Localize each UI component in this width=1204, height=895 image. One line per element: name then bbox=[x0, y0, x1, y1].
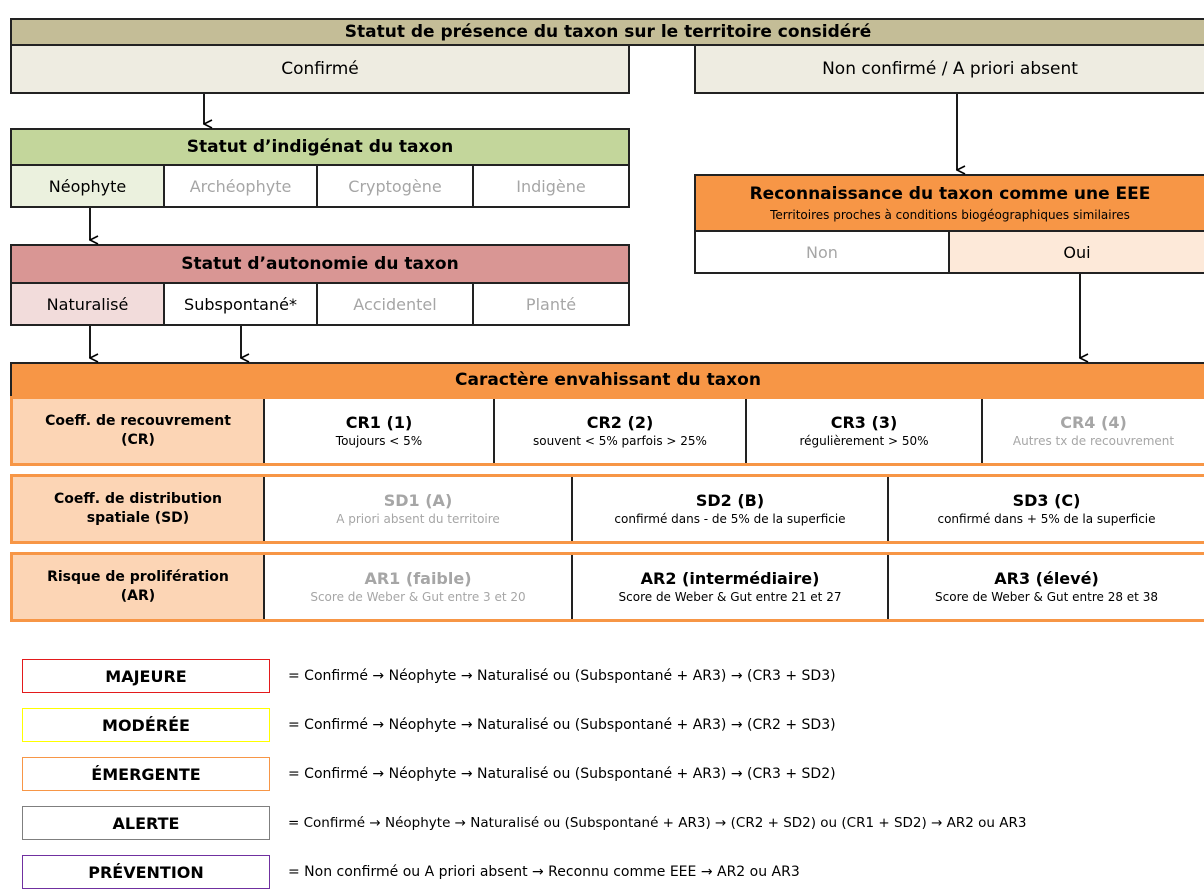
presence-not-confirmed: Non confirmé / A priori absent bbox=[694, 44, 1204, 94]
sd-item-1: SD1 (A) A priori absent du territoire bbox=[265, 477, 573, 541]
legend-box-prevention: PRÉVENTION bbox=[22, 855, 270, 889]
indigenat-option-archeophyte: Archéophyte bbox=[163, 164, 318, 208]
eee-title: Reconnaissance du taxon comme une EEE bbox=[749, 184, 1151, 204]
ar-label: Risque de prolifération (AR) bbox=[13, 555, 265, 619]
legend-box-moderee: MODÉRÉE bbox=[22, 708, 270, 742]
indigenat-option-cryptogene: Cryptogène bbox=[316, 164, 474, 208]
cr-item-4: CR4 (4) Autres tx de recouvrement bbox=[1012, 412, 1175, 448]
sd-item-3: SD3 (C) confirmé dans + 5% de la superficie bbox=[937, 490, 1156, 526]
legend-rule-prevention: = Non confirmé ou A priori absent → Reconnu comme EEE → AR2 ou AR3 bbox=[288, 864, 800, 880]
autonomie-option-subspontane: Subspontané* bbox=[163, 282, 318, 326]
eee-subtitle: Territoires proches à conditions biogéographiques similaires bbox=[770, 208, 1130, 222]
presence-confirmed: Confirmé bbox=[10, 44, 630, 94]
cr-item-1: CR1 (1) Toujours < 5% bbox=[265, 399, 495, 463]
legend-box-emergente: ÉMERGENTE bbox=[22, 757, 270, 791]
presence-title: Statut de présence du taxon sur le territoire considéré bbox=[10, 18, 1204, 46]
cr-label: Coeff. de recouvrement (CR) bbox=[13, 399, 265, 463]
autonomie-option-accidentel: Accidentel bbox=[316, 282, 474, 326]
legend-rule-majeure: = Confirmé → Néophyte → Naturalisé ou (Subspontané + AR3) → (CR3 + SD3) bbox=[288, 668, 836, 684]
legend-rule-alerte: = Confirmé → Néophyte → Naturalisé ou (Subspontané + AR3) → (CR2 + SD2) ou (CR1 + SD2) → AR2 ou AR3 bbox=[288, 815, 1027, 831]
indigenat-title: Statut d’indigénat du taxon bbox=[10, 128, 630, 166]
legend-box-alerte: ALERTE bbox=[22, 806, 270, 840]
eee-option-oui: Oui bbox=[948, 230, 1204, 274]
indigenat-option-indigene: Indigène bbox=[472, 164, 630, 208]
indigenat-option-neophyte: Néophyte bbox=[10, 164, 165, 208]
ar-item-2: AR2 (intermédiaire) Score de Weber & Gut entre 21 et 27 bbox=[573, 555, 889, 619]
envahissant-title: Caractère envahissant du taxon bbox=[10, 362, 1204, 398]
autonomie-option-plante: Planté bbox=[472, 282, 630, 326]
eee-option-non: Non bbox=[694, 230, 950, 274]
legend-rule-moderee: = Confirmé → Néophyte → Naturalisé ou (Subspontané + AR3) → (CR2 + SD3) bbox=[288, 717, 836, 733]
autonomie-option-naturalise: Naturalisé bbox=[10, 282, 165, 326]
cr-item-2: CR2 (2) souvent < 5% parfois > 25% bbox=[495, 399, 747, 463]
legend-box-majeure: MAJEURE bbox=[22, 659, 270, 693]
autonomie-title: Statut d’autonomie du taxon bbox=[10, 244, 630, 284]
ar-item-3: AR3 (élevé) Score de Weber & Gut entre 28 et 38 bbox=[935, 568, 1158, 604]
cr-item-3: CR3 (3) régulièrement > 50% bbox=[747, 399, 983, 463]
sd-label: Coeff. de distribution spatiale (SD) bbox=[13, 477, 265, 541]
ar-item-1: AR1 (faible) Score de Weber & Gut entre 3 et 20 bbox=[265, 555, 573, 619]
sd-item-2: SD2 (B) confirmé dans - de 5% de la superficie bbox=[573, 477, 889, 541]
legend-rule-emergente: = Confirmé → Néophyte → Naturalisé ou (Subspontané + AR3) → (CR3 + SD2) bbox=[288, 766, 836, 782]
